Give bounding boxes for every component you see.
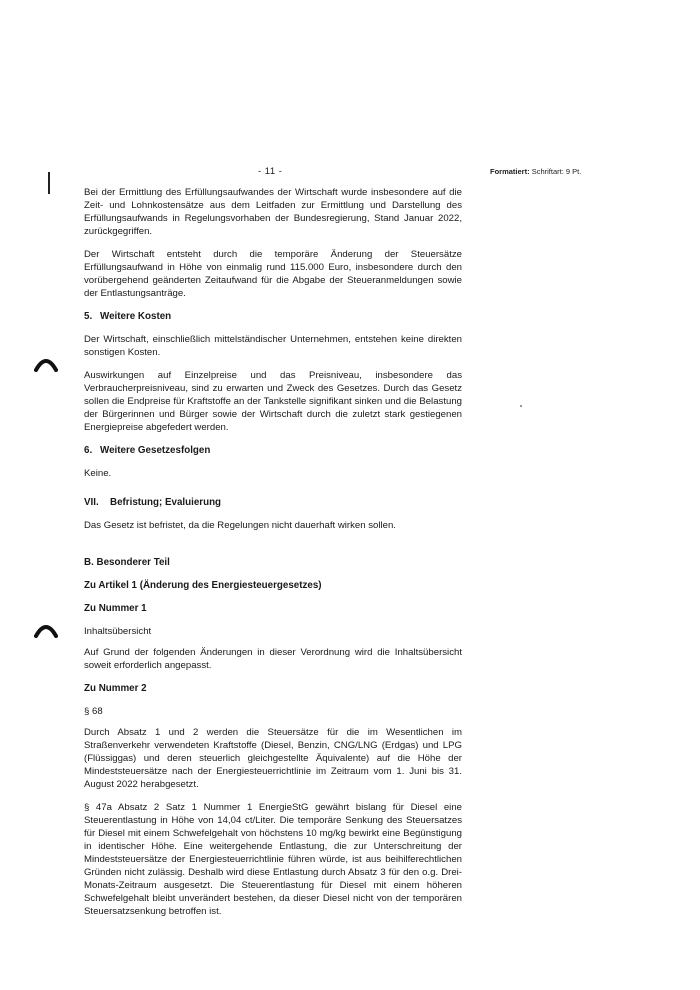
paragraph: Der Wirtschaft entsteht durch die temporäre Änderung der Steuersätze Erfüllungsaufwand in Höhe von einmalig rund 115.000 Euro, insbesondere durch den vorübergehend geänderten Zeitaufwand für die Abgabe der Steueranmeldungen sowie der Entlastungsanträge. xyxy=(84,249,462,299)
heading-weitere-gesetzesfolgen: 6. Weitere Gesetzesfolgen xyxy=(84,445,211,456)
heading-nummer-2: Zu Nummer 2 xyxy=(84,683,147,694)
paragraph: Bei der Ermittlung des Erfüllungsaufwandes der Wirtschaft wurde insbesondere auf die Zeit- und Lohnkostensätze aus dem Leitfaden zur Ermittlung und Darstellung des Erfüllungsaufwands in Regelungsvorhaben der Bundesregierung, Stand Januar 2022, zurückgegriffen. xyxy=(84,187,462,237)
paragraph: Keine. xyxy=(84,468,112,479)
margin-comment xyxy=(490,167,581,176)
paragraph: § 68 xyxy=(84,706,103,717)
page-number: - 11 - xyxy=(258,166,283,177)
punch-hole-mark-bottom xyxy=(34,620,58,638)
heading-nummer-1: Zu Nummer 1 xyxy=(84,603,147,614)
heading-befristung: VII. Befristung; Evaluierung xyxy=(84,497,222,508)
margin-comment-label: Formatiert: xyxy=(490,167,530,176)
document-body xyxy=(84,186,462,928)
punch-hole-mark-top xyxy=(34,354,58,372)
scan-speck xyxy=(520,405,522,407)
paragraph: Auf Grund der folgenden Änderungen in dieser Verordnung wird die Inhaltsübersicht soweit erforderlich angepasst. xyxy=(84,647,462,671)
margin-comment-value: Schriftart: 9 Pt. xyxy=(531,167,582,176)
heading-besonderer-teil: B. Besonderer Teil xyxy=(84,557,170,568)
change-bar xyxy=(48,172,50,194)
paragraph: Inhaltsübersicht xyxy=(84,626,152,637)
heading-weitere-kosten: 5. Weitere Kosten xyxy=(84,311,172,322)
paragraph: Auswirkungen auf Einzelpreise und das Preisniveau, insbesondere das Verbraucherpreisniveau, sind zu erwarten und Zweck des Gesetzes. Durch das Gesetz sollen die Endpreise für Kraftstoffe an der Tankstelle signifikant sinken und die Belastung der Bürgerinnen und Bürger sowie der Wirtschaft durch die zuletzt stark gestiegenen Energiepreise abgefedert werden. xyxy=(84,370,462,433)
paragraph: § 47a Absatz 2 Satz 1 Nummer 1 EnergieStG gewährt bislang für Diesel eine Steuerentlastung in Höhe von 14,04 ct/Liter. Die temporäre Senkung des Steuersatzes für Diesel mit einem Schwefelgehalt von höchstens 10 mg/kg bewirkt eine Begünstigung in identischer Höhe. Eine weitergehende Entlastung, die zur Unterschreitung der Mindeststeuersätze der Energiesteuerrichtlinie führen würde, ist aus beihilferechtlichen Gründen nicht zulässig. Deshalb wird diese Entlastung durch Absatz 3 für den o.g. Drei-Monats-Zeitraum ausgesetzt. Die Steuerentlastung für Diesel mit einem höheren Schwefelgehalt bleibt unverändert bestehen, da dieser Diesel nicht von der temporären Steuersatzsenkung betroffen ist. xyxy=(84,802,462,917)
paragraph: Durch Absatz 1 und 2 werden die Steuersätze für die im Wesentlichen im Straßenverkehr verwendeten Kraftstoffe (Diesel, Benzin, CNG/LNG (Erdgas) und LPG (Flüssiggas) und deren steuerlich gleichgestellte Äquivalente) auf die Höhe der Mindeststeuersätze nach der Energiesteuerrichtlinie im Zeitraum vom 1. Juni bis 31. August 2022 herabgesetzt. xyxy=(84,727,462,790)
paragraph: Der Wirtschaft, einschließlich mittelständischer Unternehmen, entstehen keine direkten sonstigen Kosten. xyxy=(84,334,462,358)
heading-artikel-1: Zu Artikel 1 (Änderung des Energiesteuergesetzes) xyxy=(84,580,322,591)
paragraph: Das Gesetz ist befristet, da die Regelungen nicht dauerhaft wirken sollen. xyxy=(84,520,396,531)
